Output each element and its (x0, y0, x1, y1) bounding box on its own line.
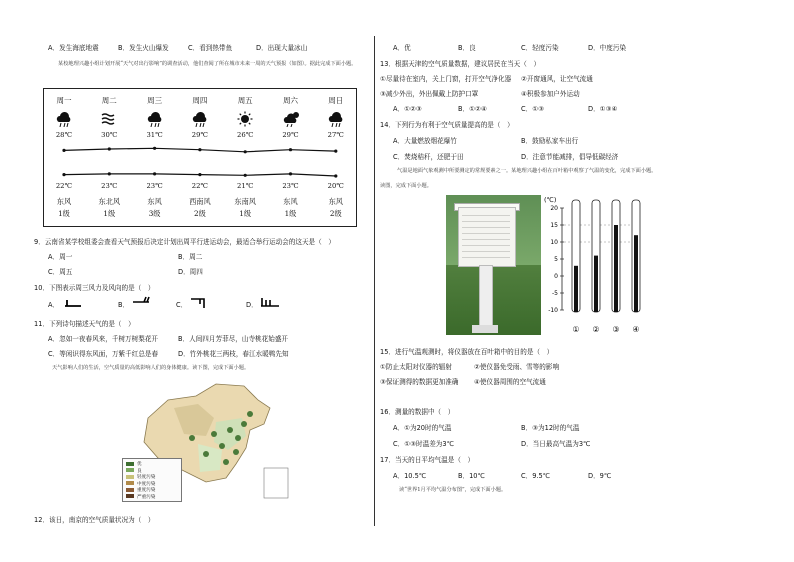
legend-label: 重度污染 (137, 488, 156, 493)
thermometer-label: ① (572, 325, 580, 334)
thermometer-diagram (540, 192, 650, 338)
forecast-wind-direction: 东北风 (98, 197, 121, 206)
forecast-day-label: 周四 (192, 96, 208, 105)
q13-item-2: ②开窗通风，让空气流通 (521, 75, 593, 83)
weather-forecast-table (43, 88, 357, 227)
q9-text: 9．云南省某学校组委会查看天气预报后决定计划出周平行进运动会，最适合举行运动会的这天是（ ） (34, 238, 335, 246)
legend-swatch (126, 494, 134, 498)
q15-text: 15．进行气温观测时，将仪器放在百叶箱中的目的是（ ） (380, 348, 554, 356)
q11-option-a: A．忽如一夜春风来，千树万树梨花开 (48, 335, 159, 343)
fog-icon (99, 111, 119, 127)
q16-option-d: D．当日最高气温为3℃ (521, 440, 591, 448)
legend-swatch (126, 462, 134, 466)
legend-label: 严重污染 (137, 494, 156, 500)
low-temp-line-point (334, 174, 337, 177)
thermometer-label: ② (592, 325, 600, 334)
q13-option-c: C．①③ (521, 105, 545, 113)
q11-option-d: D．竹外桃花三两枝，春江水暖鸭先知 (178, 350, 289, 358)
stevenson-screen-photo (446, 195, 541, 335)
legend-item (126, 474, 155, 480)
q8-option-a: A．发生海底地震 (48, 44, 99, 52)
low-temp-line-point (244, 174, 247, 177)
forecast-high-temp: 26℃ (237, 131, 254, 139)
forecast-low-temp: 23℃ (282, 182, 299, 190)
q17-option-d: D．9℃ (588, 472, 612, 480)
high-temp-line-point (153, 147, 156, 150)
q9-option-d: D．周四 (178, 268, 203, 276)
forecast-wind-level: 1级 (239, 209, 252, 218)
q11-option-b: B．人间四月芳菲尽，山寺桃花始盛开 (178, 335, 289, 343)
forecast-low-temp: 21℃ (237, 182, 254, 190)
legend-item (126, 494, 155, 500)
q12-option-b: B．良 (458, 44, 476, 52)
wind-symbol-d (260, 296, 280, 308)
forecast-low-temp: 23℃ (146, 182, 163, 190)
q15-item-3: ③保证测得的数据更加准确 (380, 378, 459, 386)
intro-world-temperature: 读“世界1月平均气温分布图”，完成下面小题。 (399, 487, 507, 493)
forecast-wind-direction: 东风 (56, 197, 72, 206)
q10-text: 10．下图表示周三风力及风向的是（ ） (34, 284, 155, 292)
forecast-wind-level: 3级 (148, 209, 161, 218)
q13-option-d: D．①③④ (588, 105, 618, 113)
high-temp-line-point (108, 147, 111, 150)
legend-label: 轻度污染 (137, 475, 156, 480)
q13-option-a: A．①②③ (393, 105, 422, 113)
legend-label: 中度污染 (137, 481, 156, 487)
q17-option-a: A．10.5℃ (393, 472, 427, 480)
scale-tick-label: 10 (550, 239, 558, 247)
q11-option-c: C．等闲识得东风面，万紫千红总是春 (48, 350, 159, 358)
legend-item (126, 487, 155, 493)
forecast-wind-direction: 东风 (283, 197, 298, 206)
intro-temperature: 气温是地面气象观测中所要测定的常规要素之一。某地理兴趣小组在百叶箱中观察了气温的变化，完成下面小题。 (397, 168, 657, 174)
q13-item-1: ①尽量待在室内，关上门窗，打开空气净化器 (380, 75, 512, 83)
high-temp-line-point (289, 148, 292, 151)
q14-option-c: C．焚烧秸秆，还肥于田 (393, 153, 464, 161)
forecast-wind-direction: 东南风 (234, 197, 256, 206)
forecast-high-temp: 27℃ (327, 131, 344, 139)
scale-tick-label: -10 (548, 307, 558, 315)
q9-option-a: A．周一 (48, 253, 73, 261)
forecast-wind-level: 2级 (329, 209, 342, 218)
forecast-high-temp: 29℃ (191, 131, 209, 139)
forecast-low-temp: 22℃ (55, 182, 73, 190)
thermometer-label: ③ (612, 325, 620, 334)
q11-text: 11．下列诗句描述天气的是（ ） (34, 320, 135, 328)
scale-tick-label: 0 (554, 273, 558, 281)
wind-symbol-c (190, 297, 206, 309)
q13-item-3: ③减少外出，外出佩戴上防护口罩 (380, 90, 479, 98)
forecast-day-label: 周六 (283, 96, 298, 105)
q10-option-d: D． (246, 301, 258, 309)
q13-option-b: B．①②④ (458, 105, 487, 113)
forecast-wind-direction: 西南风 (189, 197, 211, 206)
forecast-low-temp: 22℃ (191, 182, 209, 190)
q16-option-b: B．③为12时的气温 (521, 424, 580, 432)
high-temp-line-point (334, 150, 337, 153)
forecast-high-temp: 31℃ (146, 131, 163, 139)
q15-item-1: ①防止太阳对仪器的辐射 (380, 363, 452, 371)
q14-option-b: B．鼓励私家车出行 (521, 137, 579, 145)
legend-swatch (126, 481, 134, 485)
q8-option-b: B．发生火山爆发 (118, 44, 169, 52)
wind-symbol-a (64, 298, 82, 308)
q9-option-c: C．周五 (48, 268, 73, 276)
forecast-high-temp: 30℃ (101, 131, 118, 139)
q12-option-c: C．轻度污染 (521, 44, 559, 52)
q13-text: 13．根据天津的空气质量数据，建议居民在当天（ ） (380, 60, 541, 68)
q17-option-b: B．10℃ (458, 472, 485, 480)
legend-label: 优 (137, 462, 142, 467)
rain-icon (326, 111, 346, 127)
forecast-day-label: 周三 (147, 96, 163, 105)
low-temp-line-point (198, 173, 201, 176)
q8-option-d: D．出现大量冰山 (256, 44, 308, 52)
scale-unit: (℃) (544, 196, 557, 204)
q17-text: 17．当天的日平均气温是（ ） (380, 456, 475, 464)
thermometer-mercury (614, 225, 618, 312)
q16-option-c: C．①③时温差为3℃ (393, 440, 454, 448)
q16-option-a: A．①为20时的气温 (393, 424, 452, 432)
forecast-day-label: 周日 (328, 96, 344, 105)
cloudy-rain-icon (281, 111, 301, 127)
q14-option-d: D．注意节能减排，倡导低碳经济 (521, 153, 619, 161)
intro-weather: 某校地理兴趣小组计划开展“天气对出行影响”的调查活动，他们查阅了所在城市未来一周的天气预报（如图）。据此完成下面小题。 (58, 61, 357, 67)
thermometer-mercury (634, 235, 638, 312)
q14-text: 14．下列行为有利于空气质量提高的是（ ） (380, 121, 514, 129)
q16-text: 16．测量的数据中（ ） (380, 408, 455, 416)
forecast-day-label: 周五 (237, 96, 253, 105)
q17-option-c: C．9.5℃ (521, 472, 551, 480)
scale-tick-label: 20 (550, 205, 558, 213)
rain-icon (54, 111, 74, 127)
q10-option-a: A． (48, 301, 60, 309)
low-temp-line-point (108, 172, 111, 175)
q8-option-c: C．看到热带鱼 (188, 44, 233, 52)
forecast-wind-level: 1级 (58, 209, 70, 218)
intro-temperature-2: 读图，完成下面小题。 (380, 183, 432, 189)
q12-option-a: A．优 (393, 44, 411, 52)
legend-item (126, 461, 142, 467)
low-temp-line-point (289, 172, 292, 175)
forecast-high-temp: 29℃ (282, 131, 299, 139)
q15-item-4: ④使仪器周围的空气流通 (474, 378, 546, 386)
column-divider (374, 36, 375, 526)
legend-swatch (126, 488, 134, 492)
forecast-wind-level: 1级 (103, 209, 116, 218)
forecast-low-temp: 23℃ (101, 182, 118, 190)
thermometer-mercury (594, 256, 598, 312)
q13-item-4: ④积极参加户外运动 (521, 90, 580, 98)
q10-option-b: B． (118, 301, 130, 309)
legend-label: 良 (137, 468, 142, 474)
forecast-high-temp: 28℃ (55, 131, 73, 139)
forecast-wind-direction: 东风 (328, 197, 343, 206)
forecast-wind-level: 1级 (284, 209, 297, 218)
scale-tick-label: -5 (552, 290, 558, 298)
intro-air-quality: 天气影响人们的生活，空气质量的高低影响人们的身体健康。读下图，完成下面小题。 (52, 365, 250, 371)
low-temp-line-point (153, 172, 156, 175)
q12-option-d: D．中度污染 (588, 44, 627, 52)
high-temp-line-point (62, 149, 65, 152)
forecast-day-label: 周二 (101, 96, 117, 105)
legend-swatch (126, 468, 134, 472)
rain-icon (145, 111, 165, 127)
forecast-wind-direction: 东风 (147, 197, 162, 206)
legend-item (126, 481, 155, 487)
thermometer-label: ④ (632, 325, 640, 334)
q14-option-a: A．大量燃放烟花爆竹 (393, 137, 457, 145)
scale-tick-label: 5 (554, 256, 558, 264)
forecast-wind-level: 2级 (194, 209, 206, 218)
forecast-day-label: 周一 (56, 96, 72, 105)
legend-swatch (126, 475, 134, 479)
q10-option-c: C． (176, 301, 188, 309)
thermometer-mercury (574, 266, 578, 312)
wind-symbol-b (132, 296, 150, 308)
q15-item-2: ②使仪器免受雨、雪等的影响 (474, 363, 560, 371)
q12-text: 12．该日，南京的空气质量状况为（ ） (34, 516, 155, 524)
legend-item (126, 468, 142, 474)
forecast-low-temp: 20℃ (327, 182, 344, 190)
rain-icon (190, 111, 210, 127)
sun-icon (235, 111, 255, 127)
high-temp-line-point (198, 148, 201, 151)
scale-tick-label: 15 (550, 222, 558, 230)
q9-option-b: B．周二 (178, 253, 203, 261)
high-temp-line-point (244, 150, 247, 153)
low-temp-line-point (62, 173, 65, 176)
map-legend (122, 458, 182, 502)
